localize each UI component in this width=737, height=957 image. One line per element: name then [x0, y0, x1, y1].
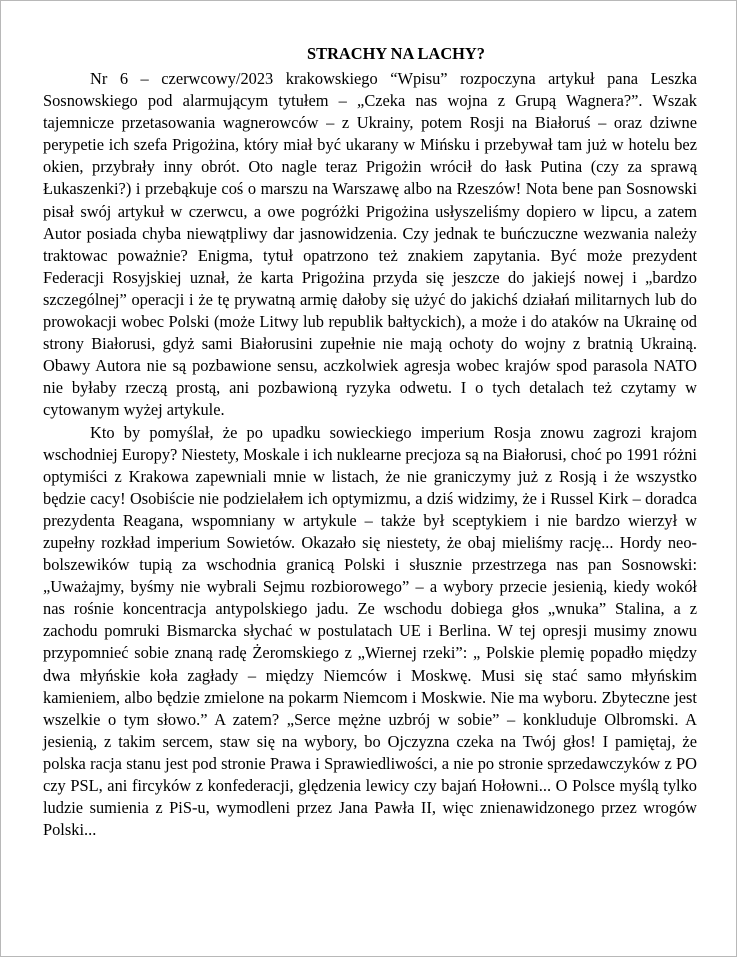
paragraph-2: Kto by pomyślał, że po upadku sowieckiego imperium Rosja znowu zagrozi krajom wschodniej Europy? Niestety, Moskale i ich nuklearne precjoza są na Białorusi, choć po 1991 różni optymiści z Krakowa zapewniali mnie w listach, że nie graniczymy już z Rosją i że wszystko będzie cacy! Osobiście nie podzielałem ich optymizmu, a dziś widzimy, że i Russel Kirk – doradca prezydenta Reagana, wspomniany w artykule – także był sceptykiem i nie bardzo wierzył w zupełny rozkład imperium Sowietów. Okazało się niestety, że obaj mieliśmy rację... Hordy neo-bolszewików tupią za wschodnia granicą Polski i słusznie przestrzega nas pan Sosnowski: „Uważajmy, byśmy nie wybrali Sejmu rozbiorowego” – a wybory przecie jesienią, kiedy wokół nas rośnie koncentracja antypolskiego jadu. Ze wschodu dobiega głos „wnuka” Stalina, a z zachodu pomruki Bismarcka słychać w postulatach UE i Berlina. W tej opresji musimy znowu przypomnieć sobie znaną radę Żeromskiego z „Wiernej rzeki”: „ Polskie plemię popadło między dwa młyńskie koła zagłady – między Niemców i Moskwę. Musi się stać samo młyńskim kamieniem, albo będzie zmielone na pokarm Niemcom i Moskwie. Nie ma wyboru. Zbyteczne jest wszelkie o tym słowo.” A zatem? „Serce mężne uzbrój w sobie” – konkluduje Olbromski. A jesienią, z takim sercem, staw się na wybory, bo Ojczyzna czeka na Twój głos! I pamiętaj, że polska racja stanu jest pod stronie Prawa i Sprawiedliwości, a nie po stronie sprzedawczyków z PO czy PSL, ani fircyków z konfederacji, ględzenia lewicy czy bajań Hołowni... O Polsce myślą tylko ludzie sumienia z PiS-u, wymodleni przez Jana Pawła II, więc znienawidzonego przez wrogów Polski... — [43, 422, 697, 840]
document-title: STRACHY NA LACHY? — [307, 44, 485, 63]
document-body — [43, 43, 697, 841]
paragraph-1: Nr 6 – czerwcowy/2023 krakowskiego “Wpisu” rozpoczyna artykuł pana Leszka Sosnowskiego pod alarmującym tytułem – „Czeka nas wojna z Grupą Wagnera?”. Wszak tajemnicze przetasowania wagnerowców – z Ukrainy, potem Rosji na Białoruś – oraz dziwne perypetie ich szefa Prigożina, który miał być ukarany w Mińsku i przebywał tam już w hotelu bez okien, przybrały inny obrót. Oto nagle teraz Prigożin wrócił do łask Putina (czy za sprawą Łukaszenki?) i przebąkuje coś o marszu na Warszawę albo na Rzeszów! Nota bene pan Sosnowski pisał swój artykuł w czerwcu, a owe pogróżki Prigożina usłyszeliśmy dopiero w lipcu, a zatem Autor posiada chyba niewątpliwy dar jasnowidzenia. Czy jednak te buńczuczne wezwania należy traktowac poważnie? Enigma, tytuł opatrzono też znakiem zapytania. Być może prezydent Federacji Rosyjskiej uznał, że karta Prigożina przyda się jeszcze do jakiejś nowej i „bardzo szczególnej” operacji i że tę prywatną armię dałoby się użyć do jakichś działań militarnych lub do prowokacji wobec Polski (może Litwy lub republik bałtyckich), a może i do ataków na Ukrainę od strony Białorusi, gdyż sami Białorusini zupełnie nie mają ochoty do wojny z bratnią Ukrainą. Obawy Autora nie są pozbawione sensu, aczkolwiek agresja wobec krajów spod parasola NATO nie byłaby rzeczą prostą, ani pozbawioną ryzyka odwetu. I o tych detalach też czytamy w cytowanym wyżej artykule. — [43, 69, 697, 420]
